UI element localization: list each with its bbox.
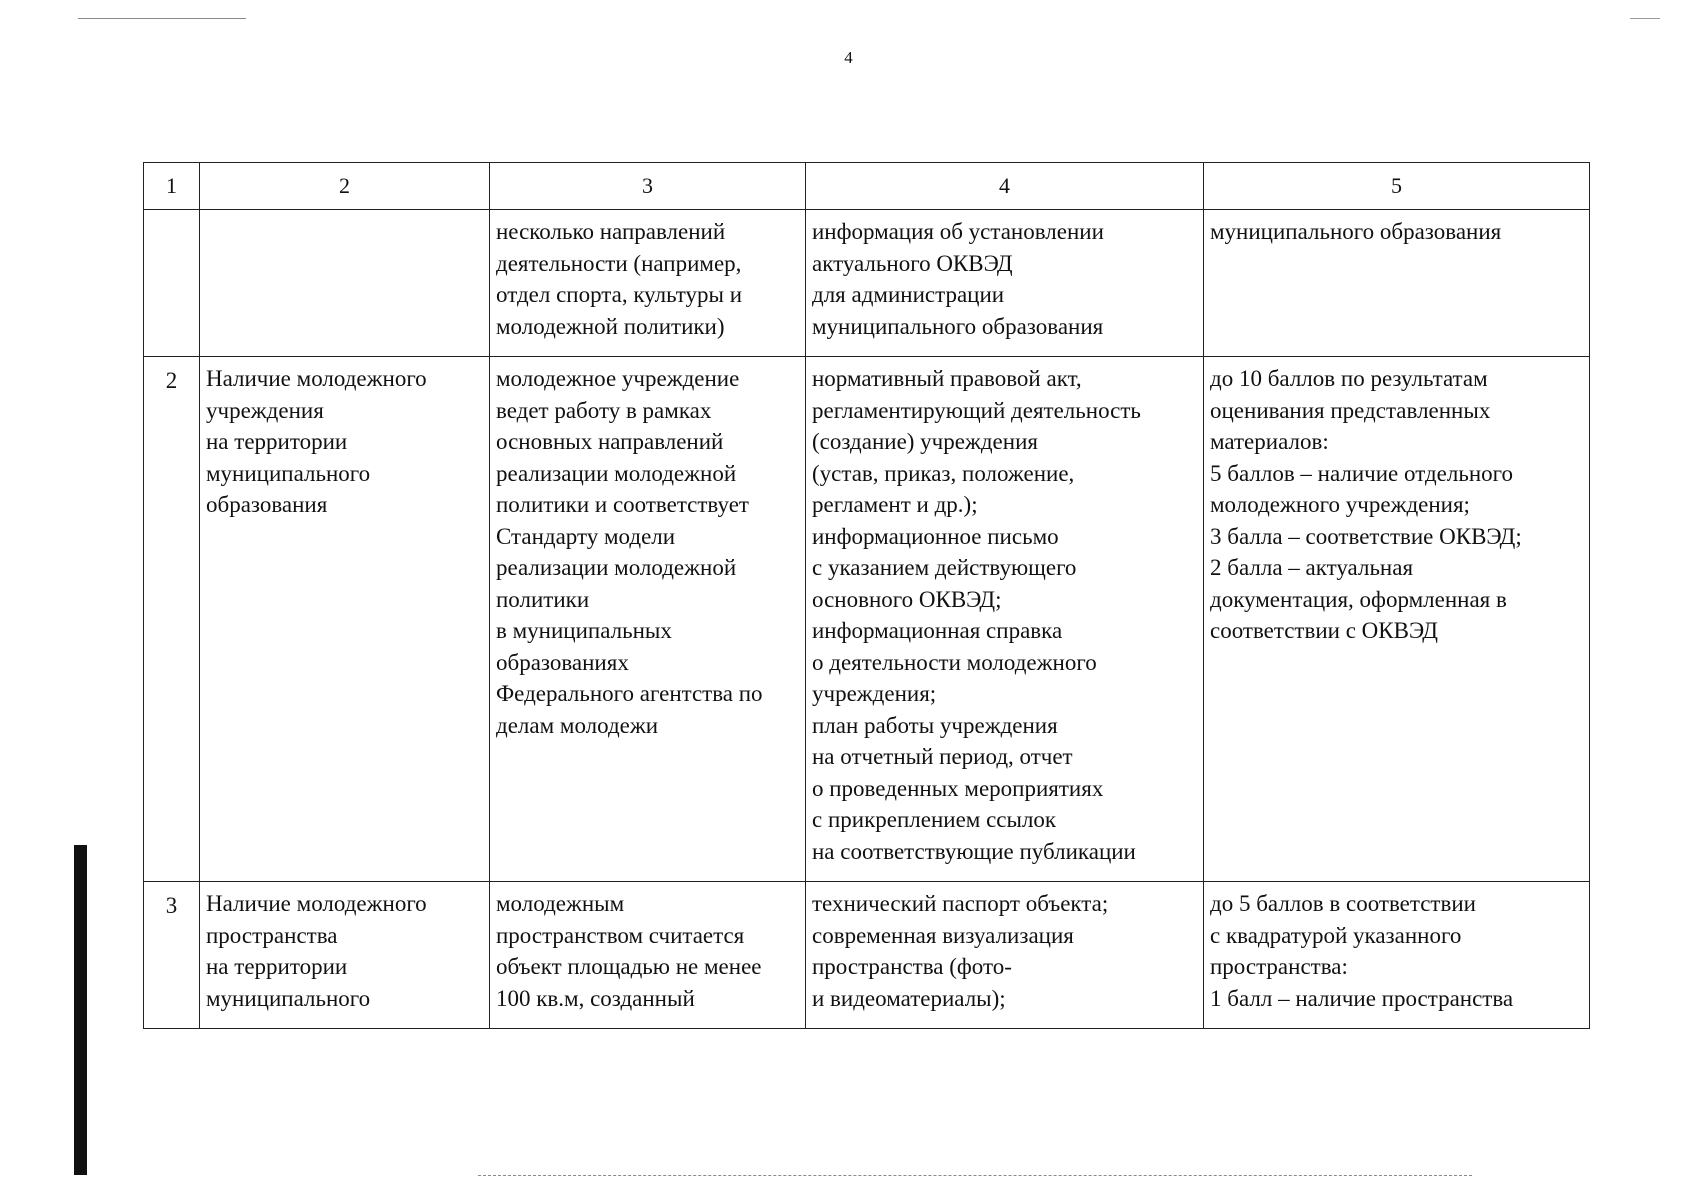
- cell-line: информационная справка: [812, 618, 1063, 643]
- scoring-cell: [1204, 882, 1590, 1029]
- cell-line: для администрации: [812, 282, 1005, 307]
- cell-line: план работы учреждения: [812, 712, 1058, 738]
- table-row: [144, 210, 1590, 357]
- cell-line: материалов:: [1210, 429, 1329, 454]
- cell-line: с квадратурой указанного: [1210, 922, 1462, 948]
- cell-line: пространства (фото-: [812, 954, 1012, 979]
- cell-line: о деятельности молодежного: [812, 649, 1097, 675]
- cell-line: ведет работу в рамках: [496, 397, 712, 423]
- cell-line: 5 баллов – наличие отдельного: [1210, 460, 1514, 486]
- cell-line: Федерального агентства по: [496, 681, 763, 706]
- cell-line: на территории: [206, 954, 348, 979]
- cell-line: технический паспорт объекта;: [812, 891, 1109, 916]
- cell-line: 3 балла – соответствие ОКВЭД;: [1210, 523, 1522, 549]
- scan-artifact-left-bar: [74, 845, 87, 1175]
- cell-line: пространства: [206, 922, 338, 948]
- criterion-cell: [200, 210, 490, 357]
- cell-line: Стандарту модели: [496, 523, 676, 549]
- cell-line: муниципального образования: [1210, 219, 1502, 244]
- row-number: 2: [144, 357, 200, 882]
- table-header-row: [144, 163, 1590, 210]
- documents-cell: [806, 882, 1204, 1029]
- cell-line: (создание) учреждения: [812, 429, 1038, 454]
- cell-line: образованиях: [496, 649, 629, 675]
- cell-line: в муниципальных: [496, 618, 672, 643]
- row-number: [144, 210, 200, 357]
- cell-line: пространством считается: [496, 922, 745, 948]
- cell-line: молодежного учреждения;: [1210, 492, 1470, 517]
- header-cell-1: 1: [144, 163, 200, 210]
- description-cell: [490, 210, 806, 357]
- cell-line: основного ОКВЭД;: [812, 586, 1002, 612]
- cell-line: и видеоматериалы);: [812, 985, 1006, 1011]
- cell-line: образования: [206, 492, 328, 517]
- cell-line: Наличие молодежного: [206, 891, 427, 916]
- documents-cell: [806, 210, 1204, 357]
- cell-line: пространства:: [1210, 954, 1348, 979]
- cell-line: 1 балл – наличие пространства: [1210, 985, 1514, 1011]
- scoring-cell: [1204, 210, 1590, 357]
- cell-line: молодежным: [496, 891, 625, 916]
- cell-line: политики: [496, 586, 590, 612]
- cell-line: несколько направлений: [496, 219, 726, 244]
- cell-line: муниципального образования: [812, 313, 1104, 339]
- scan-artifact-line-bottom: [478, 1175, 1472, 1176]
- cell-line: основных направлений: [496, 429, 724, 454]
- cell-line: политики и соответствует: [496, 492, 749, 517]
- cell-line: соответствии с ОКВЭД: [1210, 618, 1438, 643]
- table-row: [144, 882, 1590, 1029]
- cell-line: регламент и др.);: [812, 492, 978, 517]
- cell-line: молодежное учреждение: [496, 366, 740, 391]
- header-cell-4: 4: [806, 163, 1204, 210]
- cell-line: молодежной политики): [496, 313, 725, 339]
- cell-line: деятельности (например,: [496, 250, 742, 276]
- cell-line: 100 кв.м, созданный: [496, 985, 695, 1011]
- cell-line: о проведенных мероприятиях: [812, 775, 1104, 801]
- cell-line: информационное письмо: [812, 523, 1059, 549]
- cell-line: актуального ОКВЭД: [812, 250, 1013, 276]
- criteria-table: [143, 162, 1590, 1029]
- row-number: 3: [144, 882, 200, 1029]
- table-row: [144, 357, 1590, 882]
- page-number: 4: [844, 48, 853, 67]
- cell-line: отдел спорта, культуры и: [496, 282, 743, 307]
- cell-line: на соответствующие публикации: [812, 838, 1136, 864]
- description-cell: [490, 882, 806, 1029]
- cell-line: с указанием действующего: [812, 555, 1077, 580]
- scoring-cell: [1204, 357, 1590, 882]
- cell-line: до 5 баллов в соответствии: [1210, 891, 1476, 916]
- cell-line: Наличие молодежного: [206, 366, 427, 391]
- documents-cell: [806, 357, 1204, 882]
- cell-line: реализации молодежной: [496, 460, 737, 486]
- scan-artifact-line-top-left: [78, 18, 246, 19]
- cell-line: на отчетный период, отчет: [812, 744, 1073, 769]
- scan-artifact-line-top-right: [1630, 18, 1660, 19]
- cell-line: объект площадью не менее: [496, 954, 762, 979]
- cell-line: с прикреплением ссылок: [812, 807, 1057, 832]
- cell-line: муниципального: [206, 985, 371, 1011]
- header-cell-3: 3: [490, 163, 806, 210]
- header-cell-5: 5: [1204, 163, 1590, 210]
- cell-line: (устав, приказ, положение,: [812, 460, 1075, 486]
- cell-line: муниципального: [206, 460, 371, 486]
- cell-line: нормативный правовой акт,: [812, 366, 1082, 391]
- cell-line: на территории: [206, 429, 348, 454]
- cell-line: делам молодежи: [496, 712, 659, 738]
- cell-line: 2 балла – актуальная: [1210, 555, 1414, 580]
- cell-line: информация об установлении: [812, 219, 1104, 244]
- cell-line: до 10 баллов по результатам: [1210, 366, 1488, 391]
- description-cell: [490, 357, 806, 882]
- header-cell-2: 2: [200, 163, 490, 210]
- cell-line: современная визуализация: [812, 922, 1074, 948]
- criterion-cell: [200, 357, 490, 882]
- cell-line: учреждения;: [812, 681, 937, 706]
- cell-line: документация, оформленная в: [1210, 586, 1507, 612]
- cell-line: регламентирующий деятельность: [812, 397, 1141, 423]
- cell-line: реализации молодежной: [496, 555, 737, 580]
- criterion-cell: [200, 882, 490, 1029]
- cell-line: учреждения: [206, 397, 324, 423]
- cell-line: оценивания представленных: [1210, 397, 1491, 423]
